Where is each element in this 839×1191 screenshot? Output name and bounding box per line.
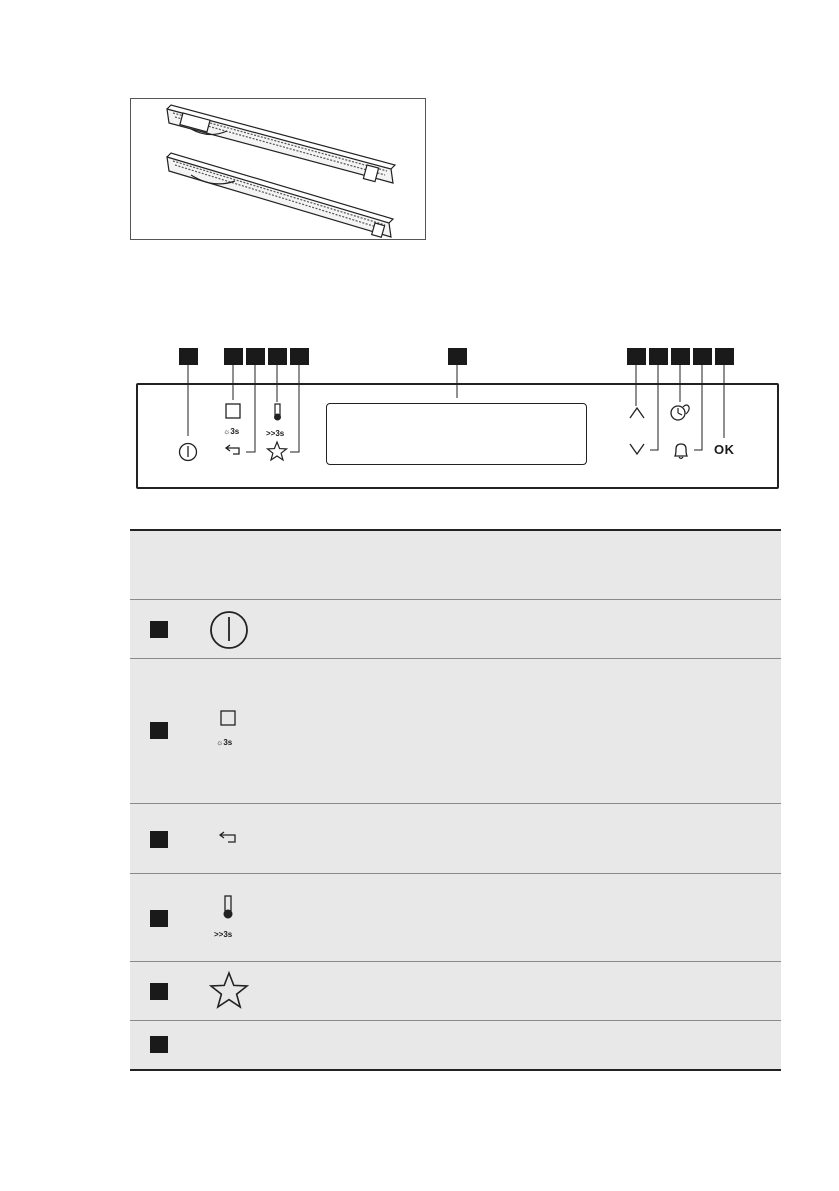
power-icon[interactable]	[177, 441, 199, 463]
table-row	[130, 658, 781, 803]
fast-forward-icon: >>	[214, 930, 224, 939]
lamp-icon: ☼	[223, 427, 231, 436]
light-hint-label: 3s	[230, 427, 240, 436]
star-icon	[208, 970, 250, 1012]
table-row	[130, 873, 781, 961]
fast-forward-icon: >>	[266, 429, 276, 438]
thermometer-icon	[218, 894, 238, 920]
heatup-hint-label: 3s	[275, 429, 285, 438]
display-screen	[326, 403, 587, 465]
table-header-row	[130, 529, 781, 599]
row-marker	[150, 910, 168, 927]
telescopic-runners-illustration	[131, 99, 425, 239]
heatup-button[interactable]	[266, 402, 290, 438]
light-square-icon	[222, 402, 246, 420]
light-button[interactable]	[222, 402, 246, 436]
row-marker	[150, 831, 168, 848]
row-marker	[150, 621, 168, 638]
chevron-down-icon[interactable]	[626, 440, 648, 458]
heatup-hint	[214, 924, 232, 942]
thermometer-icon	[266, 402, 290, 422]
key-table	[130, 529, 781, 1071]
row-marker	[150, 1036, 168, 1053]
light-hint-label: 3s	[223, 738, 233, 747]
table-row	[130, 961, 781, 1020]
rails-figure	[130, 98, 426, 240]
back-arrow-icon[interactable]	[223, 444, 245, 458]
row-marker	[150, 983, 168, 1000]
power-icon	[208, 609, 250, 651]
star-icon[interactable]	[266, 440, 288, 462]
light-square-icon	[218, 708, 238, 728]
table-row	[130, 599, 781, 658]
table-row	[130, 1020, 781, 1071]
ok-button[interactable]: OK	[714, 442, 735, 457]
heatup-hint-label: 3s	[223, 930, 233, 939]
clock-options-icon[interactable]	[668, 401, 692, 423]
row-marker	[150, 722, 168, 739]
chevron-up-icon[interactable]	[626, 404, 648, 422]
light-hint	[223, 421, 239, 439]
light-hint	[216, 732, 232, 750]
heatup-hint	[266, 423, 284, 441]
table-row	[130, 803, 781, 873]
lamp-icon: ☼	[216, 738, 224, 747]
bell-icon[interactable]	[670, 440, 692, 462]
back-arrow-icon	[216, 830, 240, 846]
